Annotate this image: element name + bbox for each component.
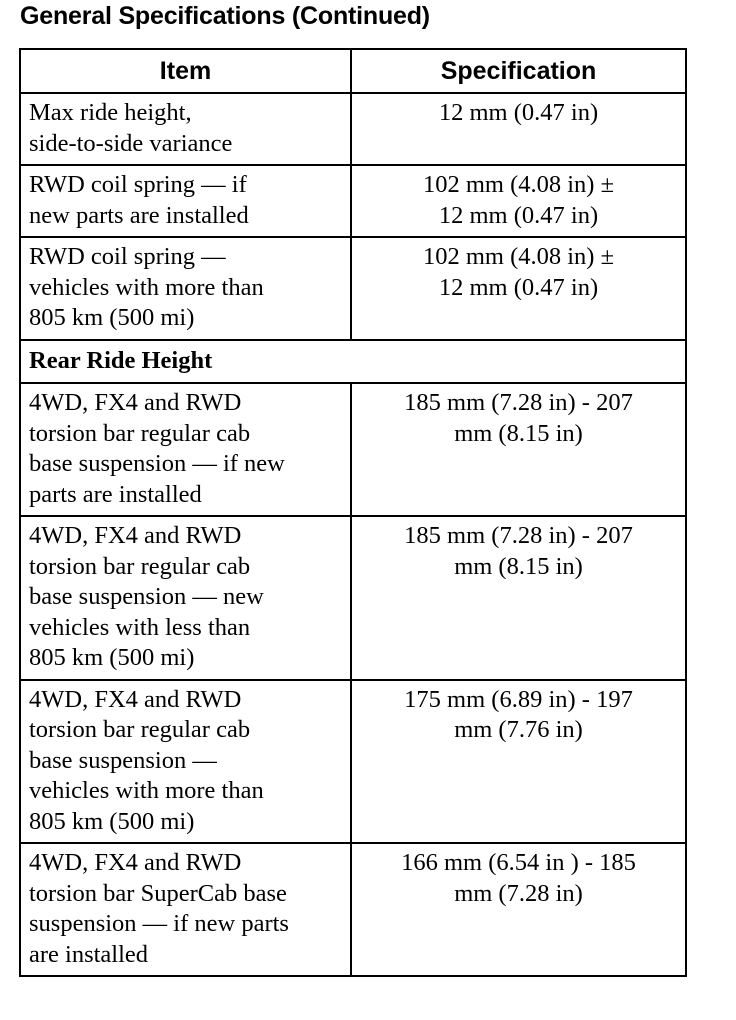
item-text-line: 4WD, FX4 and RWD [29,685,242,713]
specification-cell [351,680,686,844]
specification-cell [351,843,686,976]
specification-text-line: 12 mm (0.47 in) [438,201,599,229]
table-row [20,383,686,516]
item-cell [20,237,351,340]
item-text-line: parts are installed [29,480,202,508]
item-cell [20,680,351,844]
specification-text-line: 166 mm (6.54 in ) - 185 [401,849,636,876]
item-cell [20,516,351,680]
specification-text-line: mm (7.76 in) [454,716,583,743]
specification-text-line: mm (7.28 in) [454,879,583,907]
item-text-line: new parts are installed [29,201,249,229]
specification-cell [351,383,686,516]
specification-cell [351,165,686,237]
item-text-line: RWD coil spring — if [29,171,247,198]
section-header-row [20,340,686,384]
specification-text-line: 102 mm (4.08 in) ± [422,243,615,270]
specification-text-line: 102 mm (4.08 in) ± [422,171,615,198]
specification-text-line: mm (8.15 in) [454,552,583,580]
specification-text-line: 185 mm (7.28 in) - 207 [404,389,633,416]
table-row [20,165,686,237]
specification-cell [351,237,686,340]
item-text-line: 805 km (500 mi) [29,644,195,671]
item-text-line: vehicles with less than [29,613,251,641]
item-cell [20,165,351,237]
specification-text-line: 185 mm (7.28 in) - 207 [404,522,633,549]
item-text-line: 4WD, FX4 and RWD [29,522,242,549]
item-text-line: vehicles with more than [29,777,264,804]
item-text-line: torsion bar regular cab [29,552,251,580]
table-row [20,680,686,844]
item-text-line: torsion bar regular cab [29,716,251,743]
item-text-line: torsion bar regular cab [29,419,251,447]
specification-text-line: 12 mm (0.47 in) [438,99,599,126]
item-text-line: suspension — if new parts [29,910,289,937]
item-text-line: side-to-side variance [29,129,233,157]
item-cell [20,383,351,516]
item-text-line: Max ride height, [29,99,192,126]
item-text-line: base suspension — new [29,583,264,610]
item-text-line: base suspension — if new [29,450,285,477]
table-row [20,843,686,976]
item-cell [20,93,351,165]
table-body [20,93,686,976]
item-text-line: torsion bar SuperCab base [29,879,287,907]
specification-cell [351,93,686,165]
item-text-line: vehicles with more than [29,273,264,301]
item-text-line: 4WD, FX4 and RWD [29,389,242,416]
table-row [20,237,686,340]
table-row [20,93,686,165]
item-text-line: are installed [29,940,149,968]
item-text-line: RWD coil spring — [29,243,226,270]
item-cell [20,843,351,976]
page-title: General Specifications (Continued) [20,2,430,30]
specification-column-header: Specification [351,49,686,93]
specifications-table [19,48,687,977]
specification-cell [351,516,686,680]
item-text-line: base suspension — [29,746,217,774]
item-text-line: 4WD, FX4 and RWD [29,849,242,876]
section-header: Rear Ride Height [20,340,686,384]
specification-text-line: mm (8.15 in) [454,419,583,447]
table-header-row [20,49,686,93]
table-row [20,516,686,680]
item-text-line: 805 km (500 mi) [29,807,195,835]
item-text-line: 805 km (500 mi) [29,304,195,331]
item-column-header: Item [20,49,351,93]
specification-text-line: 12 mm (0.47 in) [438,273,599,301]
specification-text-line: 175 mm (6.89 in) - 197 [404,685,633,713]
